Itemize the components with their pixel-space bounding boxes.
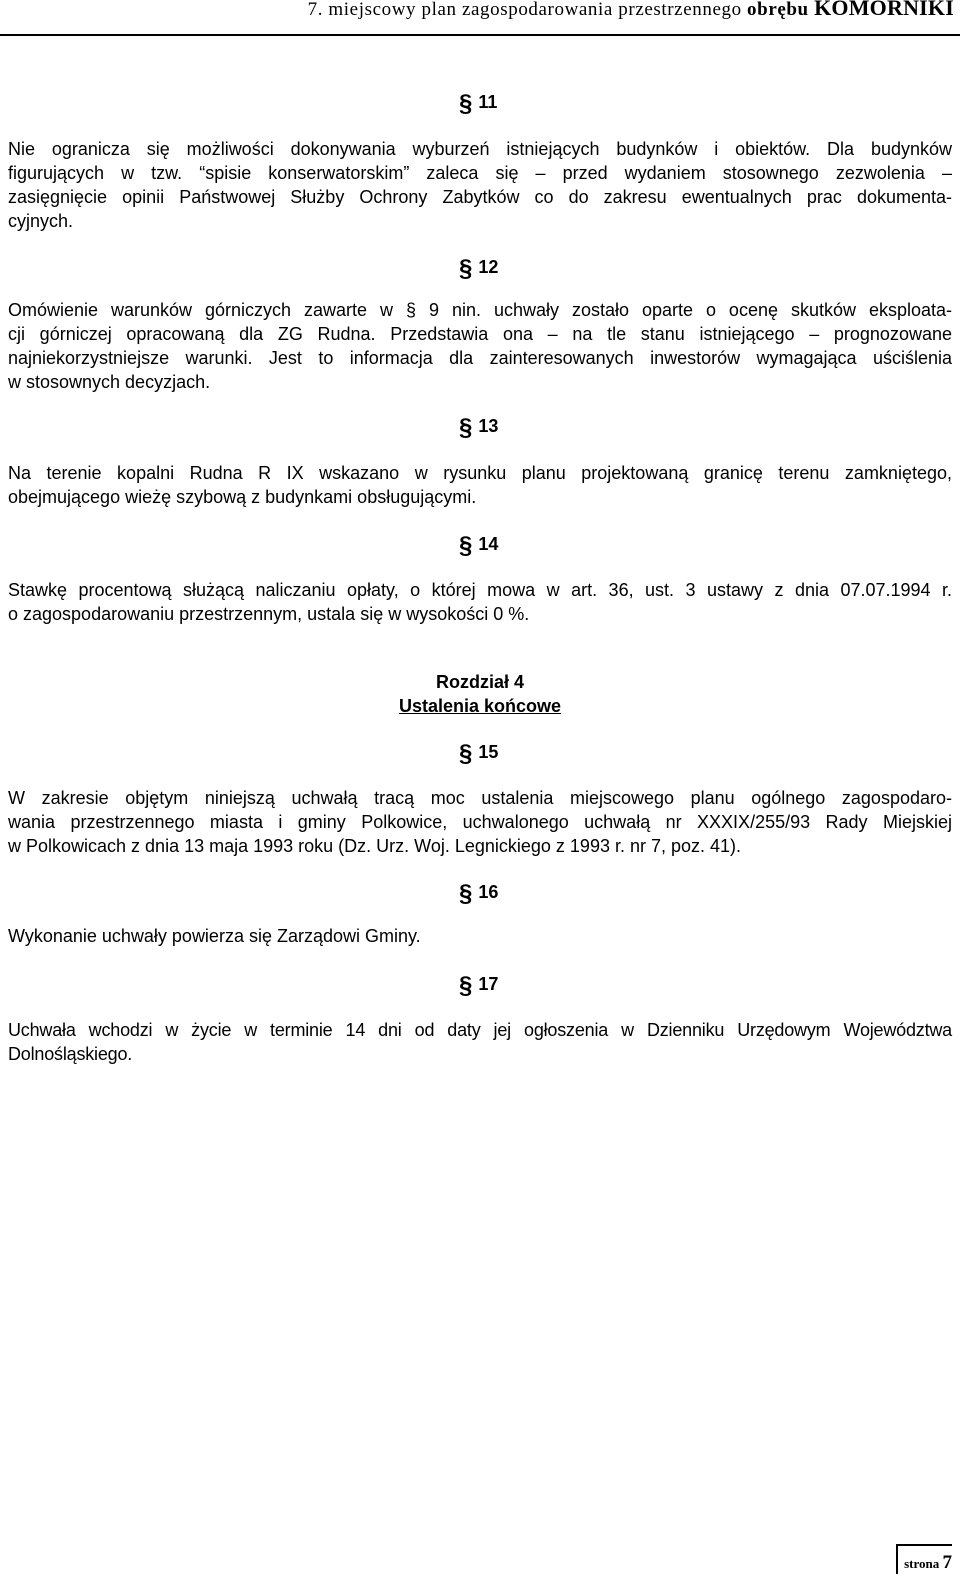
section-symbol: §: [459, 740, 473, 767]
chapter-heading: [0, 670, 960, 718]
section-heading-15: [459, 740, 498, 768]
page-label: strona: [904, 1556, 943, 1571]
section-symbol: §: [459, 414, 473, 441]
chapter-number: Rozdział 4: [435, 672, 524, 692]
section-heading-13: [459, 414, 498, 442]
text-line: o zagospodarowaniu przestrzennym, ustala się w wysokości 0 %.: [8, 604, 530, 624]
text-line: Stawkę procentową służącą naliczaniu opłaty, o której mowa w art. 36, ust. 3 ustawy z dnia 07.07.1994 r.: [8, 580, 952, 600]
text-line: Omówienie warunków górniczych zawarte w § 9 nin. uchwały zostało oparte o ocenę skutków eksploata-: [8, 300, 952, 320]
section-number: 16: [478, 882, 499, 902]
section-number: 17: [478, 974, 499, 994]
text-line: Na terenie kopalni Rudna R IX wskazano w rysunku planu projektowaną granicę terenu zamkniętego,: [8, 463, 952, 483]
section-number: 13: [478, 416, 499, 436]
section-heading-11: [459, 90, 497, 118]
page-number-box: [896, 1544, 952, 1574]
text-line: w Polkowicach z dnia 13 maja 1993 roku (Dz. Urz. Woj. Legnickiego z 1993 r. nr 7, poz. 41).: [8, 836, 742, 856]
section-17-paragraph: [8, 1018, 952, 1066]
section-heading-16: [459, 880, 498, 908]
text-line: obejmującego wieżę szybową z budynkami obsługującymi.: [8, 487, 477, 507]
header-title-part1: 7. miejscowy plan zagospodarowania przestrzennego: [307, 0, 748, 20]
section-16-paragraph: [8, 924, 952, 948]
section-11-paragraph: [8, 137, 952, 233]
section-number: 11: [478, 92, 498, 112]
section-heading-12: [459, 255, 498, 283]
text-line: Wykonanie uchwały powierza się Zarządowi Gminy.: [8, 926, 421, 946]
section-symbol: §: [459, 880, 473, 907]
section-symbol: §: [459, 255, 473, 282]
page-number: 7: [942, 1552, 952, 1573]
section-15-paragraph: [8, 786, 952, 858]
header-title-part2: obrębu: [747, 0, 815, 20]
section-symbol: §: [459, 532, 473, 559]
text-line: w stosownych decyzjach.: [8, 372, 211, 392]
text-line: Dolnośląskiego.: [8, 1044, 133, 1064]
section-14-paragraph: [8, 578, 952, 626]
text-line: cyjnych.: [8, 211, 74, 231]
section-number: 14: [478, 534, 499, 554]
text-line: cji górniczej opracowaną dla ZG Rudna. Przedstawia ona – na tle stanu istniejącego – prognozowane: [8, 324, 952, 344]
running-header: [0, 0, 960, 36]
chapter-title: Ustalenia końcowe: [398, 696, 562, 716]
header-title: [308, 0, 954, 21]
section-symbol: §: [459, 972, 473, 999]
section-number: 15: [478, 742, 499, 762]
text-line: zasięgnięcie opinii Państwowej Służby Ochrony Zabytków co do zakresu ewentualnych prac dokumenta-: [8, 187, 952, 207]
text-line: najniekorzystniejsze warunki. Jest to informacja dla zainteresowanych inwestorów wymagająca uściślenia: [8, 348, 952, 368]
section-symbol: §: [459, 90, 473, 117]
section-12-paragraph: [8, 298, 952, 394]
header-title-part3: KOMORNIKI: [814, 0, 954, 20]
text-line: Nie ogranicza się możliwości dokonywania wyburzeń istniejących budynków i obiektów. Dla budynków: [8, 139, 952, 159]
text-line: W zakresie objętym niniejszą uchwałą tracą moc ustalenia miejscowego planu ogólnego zagospodaro-: [8, 788, 952, 808]
section-number: 12: [478, 257, 499, 277]
section-13-paragraph: [8, 461, 952, 509]
text-line: figurujących w tzw. “spisie konserwatorskim” zaleca się – przed wydaniem stosownego zezwolenia –: [8, 163, 952, 183]
section-heading-17: [459, 972, 498, 1000]
section-heading-14: [459, 532, 498, 560]
text-line: Uchwała wchodzi w życie w terminie 14 dni od daty jej ogłoszenia w Dzienniku Urzędowym Województwa: [8, 1020, 952, 1040]
text-line: wania przestrzennego miasta i gminy Polkowice, uchwalonego uchwałą nr XXXIX/255/93 Rady Miejskiej: [8, 812, 952, 832]
